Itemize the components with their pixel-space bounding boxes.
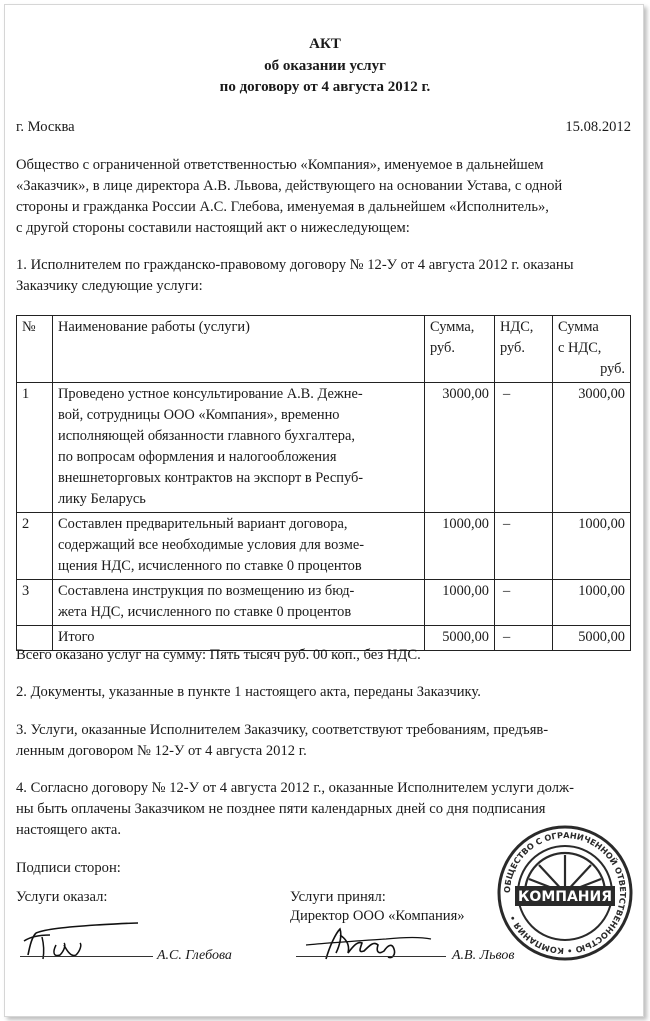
provider-sign-line [20, 956, 153, 957]
intro-line: с другой стороны составили настоящий акт о нижеследующем: [16, 220, 410, 236]
header-vat: НДС, руб. [495, 316, 553, 383]
table-row [17, 513, 631, 580]
row-num: 1 [17, 383, 53, 513]
row-name: Составлен предварительный вариант договора, содержащий все необходимые условия для возме- щения НДС, исчисленного по ставке 0 процентов [53, 513, 425, 580]
svg-text:КОМПАНИЯ: КОМПАНИЯ [517, 889, 613, 905]
row-num: 2 [17, 513, 53, 580]
receiver-signature [296, 915, 456, 965]
services-table [16, 315, 631, 651]
row-vat: – [495, 513, 553, 580]
svg-text:ОБЩЕСТВО С ОГРАНИЧЕННОЙ ОТВЕТС: ОБЩЕСТВО С ОГРАНИЧЕННОЙ ОТВЕТСТВЕННОСТЬЮ • КОМПАНИЯ • [501, 829, 629, 957]
doc-subtitle: об оказании услуг [264, 58, 386, 74]
row-name: Проведено устное консультирование А.В. Дежне- вой, сотрудницы ООО «Компания», временно исполняющей обязанности главного бухгалтера, по вопросам оформления и налогообложения внешнеторговых контрактов на экспорт в Респуб- лику Беларусь [53, 383, 425, 513]
row-sum: 1000,00 [425, 580, 495, 626]
clause-1 [16, 255, 632, 297]
row-total: 1000,00 [553, 580, 631, 626]
table-row [17, 383, 631, 513]
row-total: 1000,00 [553, 513, 631, 580]
provider-label: Услуги оказал: [16, 889, 108, 905]
row-sum: 1000,00 [425, 513, 495, 580]
provider-name: А.С. Глебова [157, 948, 232, 963]
clause-3: 3. Услуги, оказанные Исполнителем Заказчику, соответствуют требованиям, предъяв- ленным договором № 12-У от 4 августа 2012 г. [16, 722, 549, 759]
place: г. Москва [16, 119, 75, 135]
total-sum: 5000,00 [425, 626, 495, 651]
receiver-label: Услуги принял: [290, 889, 386, 905]
doc-title: АКТ [309, 36, 341, 52]
signatures-heading: Подписи сторон: [16, 860, 121, 876]
total-vat: – [495, 626, 553, 651]
header-num: № [17, 316, 53, 383]
header-total: Сумма с НДС, руб. [553, 316, 631, 383]
total-total: 5000,00 [553, 626, 631, 651]
clause-2: 2. Документы, указанные в пункте 1 настоящего акта, переданы Заказчику. [16, 684, 481, 700]
table-header-row [17, 316, 631, 383]
row-name: Составлена инструкция по возмещению из бюд- жета НДС, исчисленного по ставке 0 процентов [53, 580, 425, 626]
company-stamp [495, 823, 635, 963]
clause-1-line: 1. Исполнителем по гражданско-правовому договору № 12-У от 4 августа 2012 г. оказаны [16, 257, 574, 273]
intro-paragraph [16, 155, 632, 239]
clause-4: 4. Согласно договору № 12-У от 4 августа 2012 г., оказанные Исполнителем услуги долж- ны быть оплачены Заказчиком не позднее пяти календарных дней со дня подписания настоящего акта. [16, 780, 574, 838]
table-row [17, 580, 631, 626]
receiver-name: А.В. Львов [452, 948, 515, 963]
total-label: Итого [53, 626, 425, 651]
row-num: 3 [17, 580, 53, 626]
clause-1-line: Заказчику следующие услуги: [16, 278, 203, 294]
doc-contract-line: по договору от 4 августа 2012 г. [219, 79, 431, 95]
intro-line: «Заказчик», в лице директора А.В. Львова, действующего на основании Устава, с одной [16, 178, 563, 194]
row-vat: – [495, 580, 553, 626]
header-sum: Сумма, руб. [425, 316, 495, 383]
row-vat: – [495, 383, 553, 513]
total-text: Всего оказано услуг на сумму: Пять тысяч руб. 00 коп., без НДС. [16, 647, 421, 663]
row-total: 3000,00 [553, 383, 631, 513]
intro-line: Общество с ограниченной ответственностью «Компания», именуемое в дальнейшем [16, 157, 544, 173]
receiver-title: Директор ООО «Компания» [290, 908, 465, 924]
provider-signature [16, 915, 156, 965]
intro-line: стороны и гражданка России А.С. Глебова, именуемая в дальнейшем «Исполнитель», [16, 199, 549, 215]
receiver-sign-line [296, 956, 446, 957]
date: 15.08.2012 [565, 119, 631, 135]
row-sum: 3000,00 [425, 383, 495, 513]
header-name: Наименование работы (услуги) [53, 316, 425, 383]
